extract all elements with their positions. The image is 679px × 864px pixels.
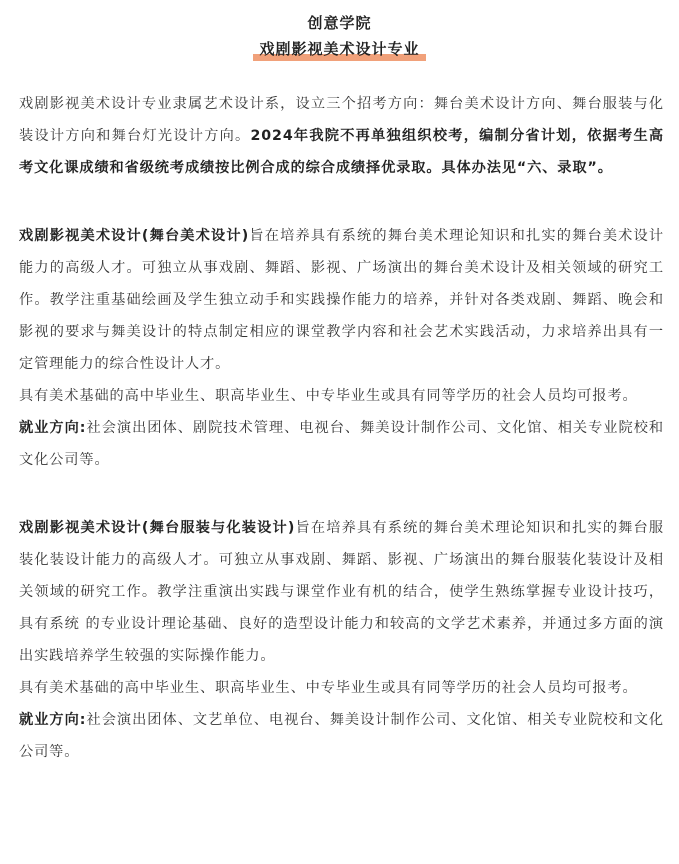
section-stage-art-eligibility: 具有美术基础的高中毕业生、职高毕业生、中专毕业生或具有同等学历的社会人员均可报考。 bbox=[19, 388, 638, 404]
article-body bbox=[19, 88, 664, 768]
section-title: 戏剧影视美术设计(舞台服装与化装设计) bbox=[19, 520, 296, 536]
employment-label: 就业方向: bbox=[19, 712, 87, 728]
section-costume-makeup-employment bbox=[19, 704, 664, 768]
section-costume-makeup-description bbox=[19, 512, 664, 672]
section-costume-makeup-eligibility: 具有美术基础的高中毕业生、职高毕业生、中专毕业生或具有同等学历的社会人员均可报考。 bbox=[19, 680, 638, 696]
intro-text: 戏剧影视美术设计专业隶属艺术设计系，设立三个招考方向：舞台美术设计方向、舞台服装与化装设计方向和舞台灯光设计方向。 bbox=[19, 96, 664, 144]
section-stage-art-description bbox=[19, 220, 664, 380]
employment-label: 就业方向: bbox=[19, 420, 87, 436]
section-title: 戏剧影视美术设计(舞台美术设计) bbox=[19, 228, 250, 244]
employment-text: 社会演出团体、文艺单位、电视台、舞美设计制作公司、文化馆、相关专业院校和文化公司等。 bbox=[19, 712, 664, 760]
section-body: 旨在培养具有系统的舞台美术理论知识和扎实的舞台服装化装设计能力的高级人才。可独立从事戏剧、舞蹈、影视、广场演出的舞台服装化装设计及相关领域的研究工作。教学注重演出实践与课堂作业有机的结合，使学生熟练掌握专业设计技巧，具有系统 的专业设计理论基础、良好的造型设计能力和较高的文学艺术素养，并通过多方面的演出实践培养学生较强的实际操作能力。 bbox=[19, 520, 664, 664]
employment-text: 社会演出团体、剧院技术管理、电视台、舞美设计制作公司、文化馆、相关专业院校和文化公司等。 bbox=[19, 420, 664, 468]
major-title: 戏剧影视美术设计专业 bbox=[259, 40, 420, 58]
section-stage-art-employment bbox=[19, 412, 664, 476]
intro-paragraph bbox=[19, 88, 664, 184]
section-body: 旨在培养具有系统的舞台美术理论知识和扎实的舞台美术设计能力的高级人才。可独立从事戏剧、舞蹈、影视、广场演出的舞台美术设计及相关领域的研究工作。教学注重基础绘画及学生独立动手和实践操作能力的培养，并针对各类戏剧、舞蹈、晚会和影视的要求与舞美设计的特点制定相应的课堂教学内容和社会艺术实践活动，力求培养出具有一定管理能力的综合性设计人才。 bbox=[19, 228, 664, 372]
school-name: 创意学院 bbox=[307, 14, 372, 32]
section-spacer bbox=[19, 476, 664, 512]
major-title-wrap bbox=[253, 36, 425, 62]
article-header bbox=[0, 0, 679, 62]
intro-bold-text: 2024年我院不再单独组织校考，编制分省计划，依据考生高考文化课成绩和省级统考成绩按比例合成的综合成绩择优录取。具体办法见“六、录取”。 bbox=[19, 128, 664, 176]
section-spacer bbox=[19, 184, 664, 220]
